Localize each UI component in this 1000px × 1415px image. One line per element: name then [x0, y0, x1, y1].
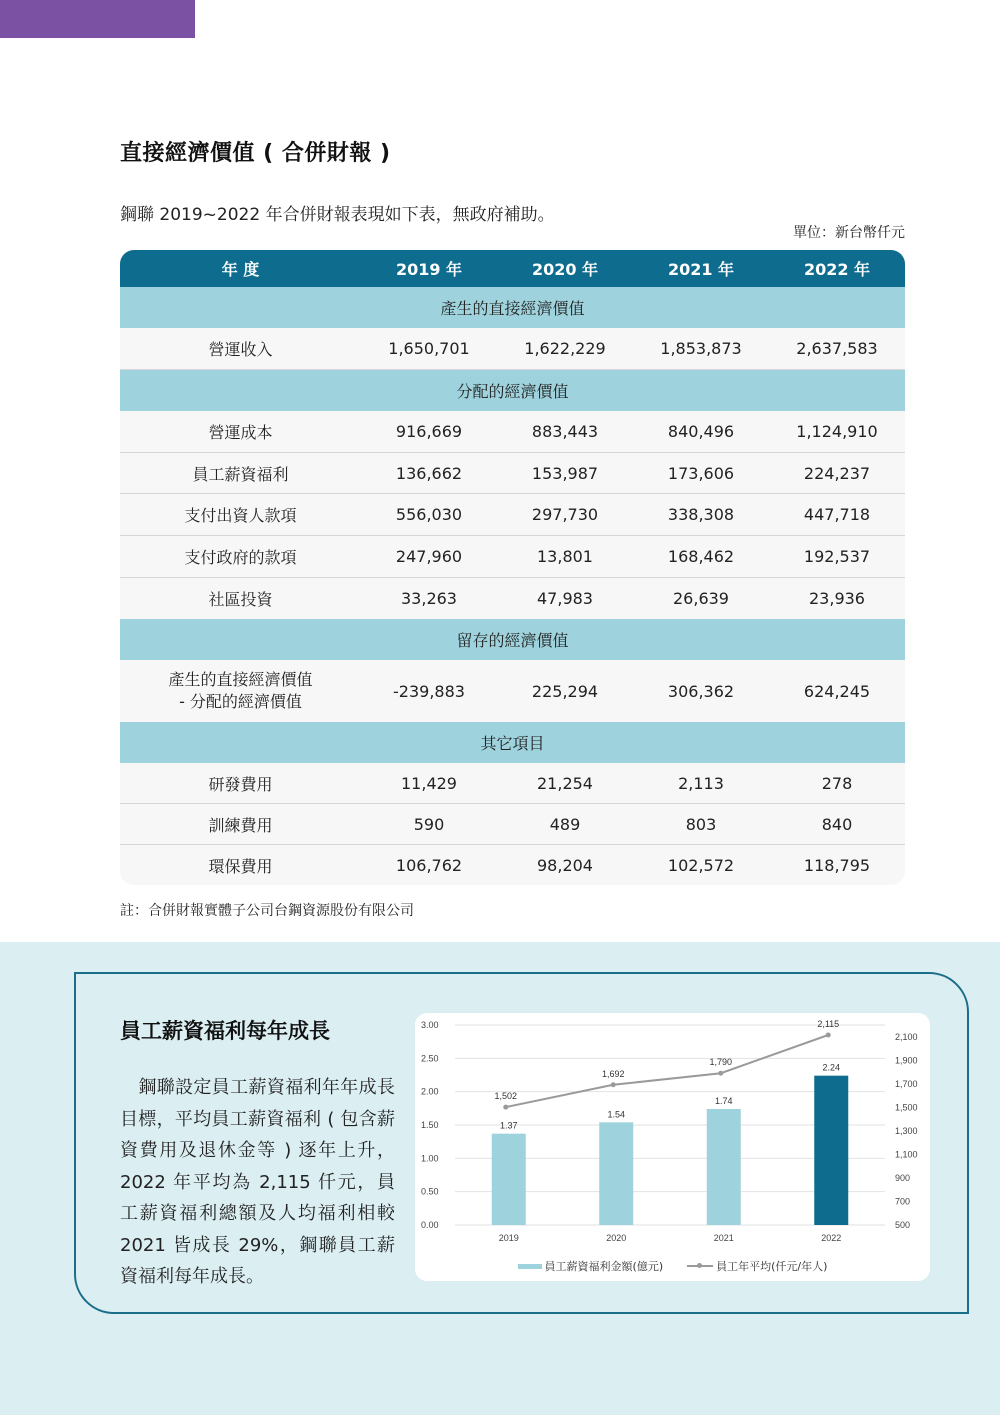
y-right-tick-label: 1,700	[895, 1078, 918, 1089]
x-tick-label: 2021	[713, 1233, 734, 1243]
y-right-tick-label: 1,900	[895, 1055, 918, 1066]
bar-data-label: 1.54	[607, 1109, 626, 1120]
line-data-label: 1,502	[494, 1091, 518, 1102]
table-cell: 102,572	[667, 855, 735, 875]
band-label: 產生的直接經濟價值	[440, 299, 585, 318]
row-label-line2: - 分配的經濟價值	[179, 692, 302, 711]
chart-bar	[599, 1122, 633, 1225]
table-row	[120, 845, 905, 885]
table-cell: 447,718	[803, 505, 871, 524]
header-cell: 2021 年	[667, 260, 735, 279]
x-tick-label: 2020	[606, 1233, 627, 1243]
card-title: 員工薪資福利每年成長	[120, 1019, 330, 1043]
band-label: 分配的經濟價值	[456, 382, 569, 401]
table-row	[120, 578, 905, 619]
line-data-label: 1,790	[709, 1057, 733, 1068]
header-cell: 2020 年	[531, 260, 599, 279]
band-generated	[120, 287, 905, 328]
table-cell: 1,650,701	[388, 339, 470, 358]
table-cell: 98,204	[537, 855, 593, 875]
bar-data-label: 1.37	[499, 1120, 518, 1131]
table-row	[120, 453, 905, 494]
chart-bar	[707, 1109, 741, 1225]
y-left-tick-label: 2.00	[421, 1086, 439, 1097]
table-row	[120, 536, 905, 578]
row-label: 環保費用	[208, 856, 273, 876]
salary-chart	[415, 1013, 930, 1281]
line-point	[611, 1082, 616, 1087]
table-cell: 26,639	[673, 589, 729, 608]
table-cell: 840,496	[667, 422, 735, 441]
legend-label: 員工年平均(仟元/年人)	[716, 1260, 828, 1273]
section-title: 直接經濟價值 ( 合併財報 )	[120, 141, 391, 166]
table-cell: 306,362	[667, 681, 735, 701]
legend-label: 員工薪資福利金額(億元)	[544, 1260, 664, 1273]
band-label: 其它項目	[480, 734, 545, 753]
table-cell: 803	[685, 814, 717, 834]
economic-value-table	[120, 250, 905, 885]
table-cell: 840	[821, 814, 853, 834]
band-retained	[120, 619, 905, 660]
row-label: 訓練費用	[208, 815, 273, 835]
table-cell: 47,983	[537, 589, 593, 608]
band-label: 留存的經濟價值	[456, 631, 569, 650]
table-cell: 247,960	[395, 547, 463, 566]
x-tick-label: 2019	[498, 1233, 519, 1243]
y-right-tick-label: 1,300	[895, 1125, 918, 1136]
bar-data-label: 2.24	[822, 1062, 841, 1073]
card-text: 鋼聯設定員工薪資福利年年成長目標，平均員工薪資福利 ( 包含薪資費用及退休金等 ) 逐年上升，2022 年平均為 2,115 仟元，員工薪資福利總額及人均福利相較 2021 皆成長 29%，鋼聯員工薪資福利每年成長。	[120, 1077, 395, 1287]
row-label: 員工薪資福利	[192, 464, 289, 484]
table-cell: 192,537	[803, 547, 871, 566]
table-cell: 118,795	[803, 855, 871, 875]
table-cell: 33,263	[401, 589, 457, 608]
row-label	[120, 669, 361, 713]
table-cell: 153,987	[531, 463, 599, 483]
table-footnote: 註：合併財報實體子公司台鋼資源股份有限公司	[120, 903, 414, 919]
line-point	[503, 1105, 508, 1110]
x-tick-label: 2022	[821, 1233, 842, 1243]
y-right-tick-label: 2,100	[895, 1031, 918, 1042]
row-label: 支付出資人款項	[184, 506, 297, 525]
y-left-tick-label: 1.50	[421, 1120, 439, 1130]
table-cell: 278	[821, 773, 853, 793]
table-cell: 2,113	[678, 773, 724, 793]
y-right-tick-label: 700	[895, 1196, 911, 1207]
row-label: 研發費用	[208, 774, 273, 794]
row-label: 支付政府的款項	[184, 548, 297, 567]
table-cell: 136,662	[395, 463, 463, 483]
corner-tab	[0, 0, 195, 38]
y-left-tick-label: 0.50	[421, 1186, 439, 1197]
table-row	[120, 411, 905, 453]
legend-item-line	[687, 1258, 827, 1274]
line-point	[718, 1071, 723, 1076]
table-cell: 106,762	[395, 855, 463, 875]
header-cell: 年 度	[221, 260, 260, 279]
legend-bar-swatch	[518, 1264, 542, 1269]
header-cell: 2019 年	[395, 260, 463, 279]
y-right-tick-label: 1,500	[895, 1102, 918, 1113]
table-cell: 225,294	[531, 681, 599, 701]
y-right-tick-label: 500	[895, 1220, 911, 1230]
table-cell: 2,637,583	[796, 339, 878, 358]
avg-salary-line	[506, 1035, 829, 1107]
band-other	[120, 722, 905, 763]
table-cell: 338,308	[667, 505, 735, 524]
table-row	[120, 494, 905, 536]
row-label: 營運收入	[208, 340, 273, 359]
table-cell: 916,669	[395, 422, 463, 441]
row-label: 社區投資	[208, 590, 273, 609]
table-cell: 1,124,910	[796, 422, 878, 441]
table-cell: 1,853,873	[660, 339, 742, 358]
table-row	[120, 763, 905, 804]
legend-item-bar	[518, 1258, 664, 1274]
table-cell: 556,030	[395, 505, 463, 524]
line-data-label: 2,115	[817, 1019, 840, 1029]
table-cell: 624,245	[803, 681, 871, 701]
y-right-tick-label: 1,100	[895, 1149, 918, 1160]
table-cell: 883,443	[531, 422, 599, 441]
chart-bar	[814, 1076, 848, 1225]
table-cell: 168,462	[667, 547, 735, 566]
table-cell: -239,883	[393, 681, 465, 701]
y-left-tick-label: 1.00	[421, 1153, 439, 1164]
line-data-label: 1,692	[601, 1068, 625, 1079]
table-header-row	[120, 250, 905, 287]
table-cell: 173,606	[667, 463, 735, 483]
chart-bar	[492, 1134, 526, 1225]
table-row	[120, 660, 905, 722]
line-point	[826, 1033, 831, 1038]
y-left-tick-label: 2.50	[421, 1053, 439, 1064]
row-label: 營運成本	[208, 423, 273, 442]
table-cell: 11,429	[401, 773, 457, 793]
legend-line-swatch	[687, 1265, 713, 1267]
table-cell: 13,801	[537, 547, 593, 566]
chart-svg	[415, 1013, 930, 1281]
table-cell: 590	[413, 814, 445, 834]
table-cell: 1,622,229	[524, 339, 606, 358]
y-right-tick-label: 900	[895, 1172, 911, 1183]
band-distributed	[120, 370, 905, 411]
unit-label: 單位：新台幣仟元	[793, 225, 905, 241]
table-row	[120, 804, 905, 845]
y-left-tick-label: 3.00	[421, 1020, 439, 1030]
table-cell: 23,936	[809, 589, 865, 608]
y-left-tick-label: 0.00	[421, 1220, 439, 1230]
table-cell: 224,237	[803, 463, 871, 483]
bar-data-label: 1.74	[714, 1096, 733, 1106]
table-cell: 297,730	[531, 505, 599, 524]
chart-legend	[415, 1258, 930, 1274]
table-cell: 21,254	[537, 773, 593, 793]
table-cell: 489	[549, 814, 581, 834]
row-label-line1: 產生的直接經濟價值	[168, 670, 313, 689]
intro-text: 鋼聯 2019~2022 年合併財報表現如下表，無政府補助。	[120, 205, 555, 225]
header-cell: 2022 年	[803, 260, 871, 279]
table-row	[120, 328, 905, 370]
